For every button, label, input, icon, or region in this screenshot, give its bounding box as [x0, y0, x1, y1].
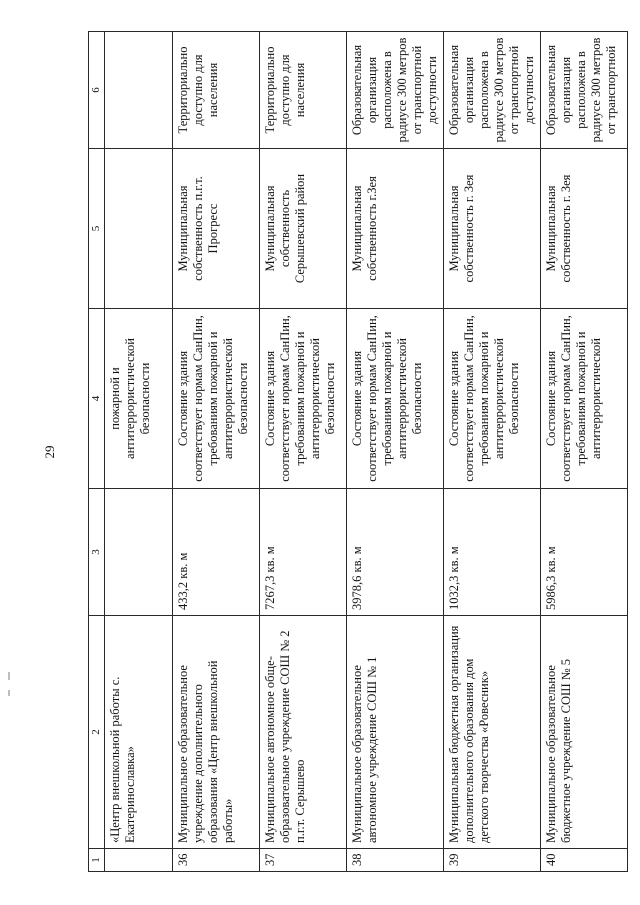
table-row	[260, 32, 347, 872]
building-condition: Состояние здания соответствует нормам СанПин, требованиям пожарной и антитеррористической безопасности	[347, 309, 444, 489]
header-cell: 1	[89, 849, 105, 872]
institution-name: Муниципальная бюджетная организация дополнительного образования дом детского творчества «Ровесник»	[444, 616, 541, 849]
building-area: 1032,3 кв. м	[444, 489, 541, 616]
ownership: Муниципальная собственность г.Зея	[347, 149, 444, 309]
facilities-table	[88, 31, 628, 872]
building-area: 433,2 кв. м	[173, 489, 260, 616]
accessibility: Образовательная организация расположена в радиусе 300 метров от транспортной	[541, 32, 628, 149]
row-number: 39	[444, 849, 541, 872]
accessibility: Территориально доступно для населения	[260, 32, 347, 149]
building-condition: пожарной и антитеррористической безопасности	[105, 309, 173, 489]
header-cell: 6	[89, 32, 105, 149]
table-row	[173, 32, 260, 872]
header-cell: 2	[89, 616, 105, 849]
table-row	[444, 32, 541, 872]
table-header-row	[89, 32, 105, 872]
ownership	[105, 149, 173, 309]
institution-name: Муниципальное образовательное бюджетное учреждение СОШ № 5	[541, 616, 628, 849]
page-number: 29	[42, 445, 57, 459]
table-row	[541, 32, 628, 872]
row-number: 38	[347, 849, 444, 872]
ownership: Муниципальная собственность г. Зея	[541, 149, 628, 309]
building-condition: Состояние здания соответствует нормам СанПин, требованиям пожарной и антитеррористической безопасности	[173, 309, 260, 489]
accessibility	[105, 32, 173, 149]
building-condition: Состояние здания соответствует нормам СанПин, требованиям пожарной и антитеррористической безопасности	[444, 309, 541, 489]
row-number: 40	[541, 849, 628, 872]
ownership: Муниципальная собственность п.г.т. Прогресс	[173, 149, 260, 309]
row-number: 37	[260, 849, 347, 872]
institution-name: «Центр внешкольной работы с. Екатеринославка»	[105, 616, 173, 849]
institution-name: Муниципальное автономное обще-образовательное учреждение СОШ № 2 п.г.т. Серышево	[260, 616, 347, 849]
row-number: 36	[173, 849, 260, 872]
scan-mark	[8, 690, 10, 696]
accessibility: Территориально доступно для населения	[173, 32, 260, 149]
building-area: 5986,3 кв. м	[541, 489, 628, 616]
header-cell: 4	[89, 309, 105, 489]
scan-mark	[8, 672, 10, 680]
table-row	[347, 32, 444, 872]
institution-name: Муниципальное образовательное автономное учреждение СОШ № 1	[347, 616, 444, 849]
institution-name: Муниципальное образовательное учреждение дополнительного образования «Центр внешкольной работы»	[173, 616, 260, 849]
ownership: Муниципальная собственность г. Зея	[444, 149, 541, 309]
accessibility: Образовательная организация расположена в радиусе 300 метров от транспортной доступности	[347, 32, 444, 149]
accessibility: Образовательная организация расположена в радиусе 300 метров от транспортной доступности	[444, 32, 541, 149]
building-area: 7267,3 кв. м	[260, 489, 347, 616]
building-condition: Состояние здания соответствует нормам СанПин, требованиям пожарной и антитеррористической безопасности	[260, 309, 347, 489]
header-cell: 3	[89, 489, 105, 616]
rotated-table-wrapper	[88, 32, 618, 872]
table-row	[105, 32, 173, 872]
row-number	[105, 849, 173, 872]
ownership: Муниципальная собственность Серышевский район	[260, 149, 347, 309]
building-condition: Состояние здания соответствует нормам СанПин, требованиям пожарной и антитеррористической	[541, 309, 628, 489]
header-cell: 5	[89, 149, 105, 309]
building-area	[105, 489, 173, 616]
building-area: 3978,6 кв. м	[347, 489, 444, 616]
